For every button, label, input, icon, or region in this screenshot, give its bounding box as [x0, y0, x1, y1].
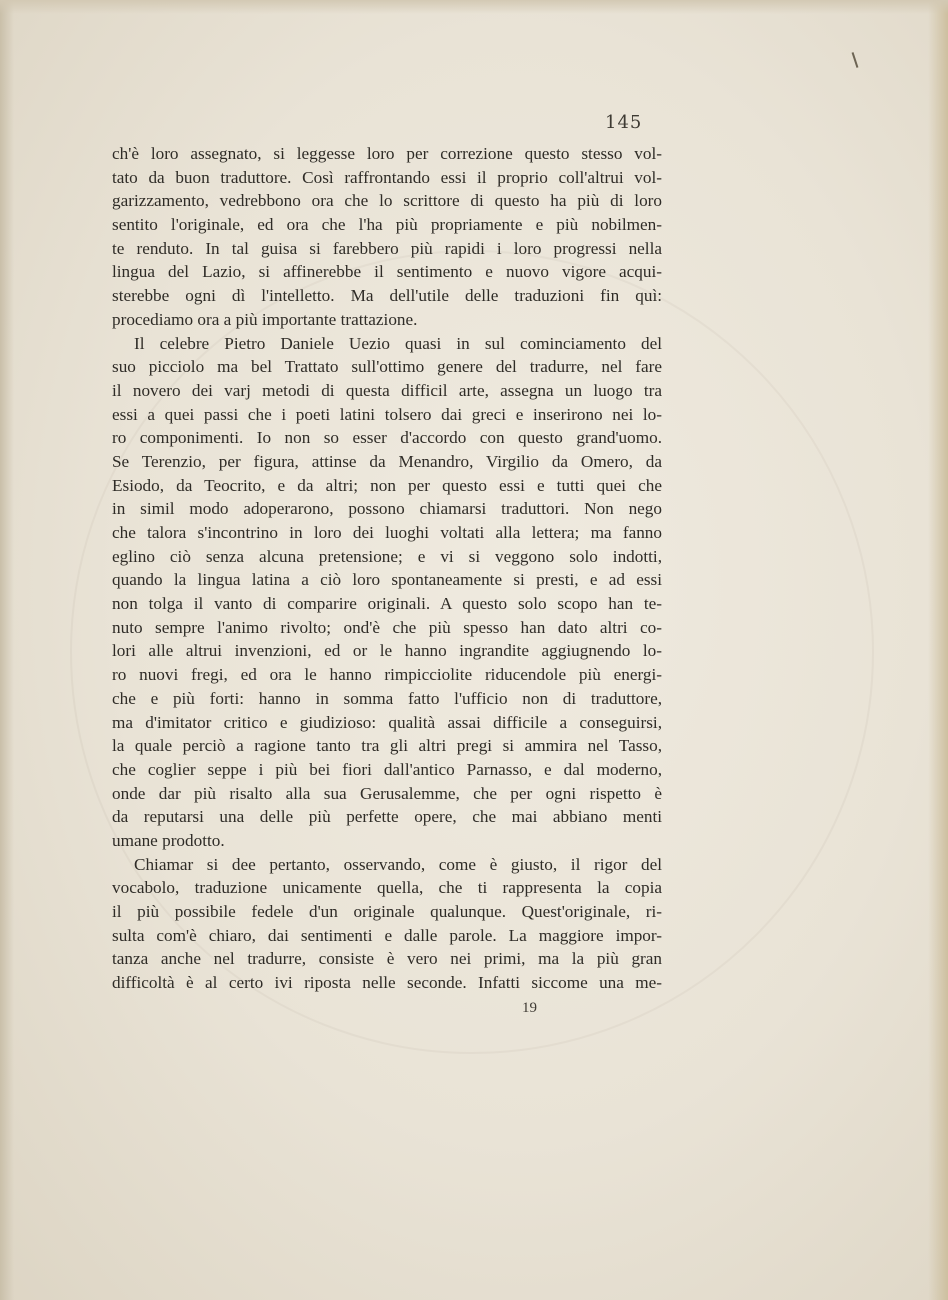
text-line: in simil modo adoperarono, possono chiamarsi traduttori. Non nego	[112, 499, 662, 519]
text-line: non tolga il vanto di comparire originali. A questo solo scopo han te-	[112, 594, 662, 614]
text-line: ch'è loro assegnato, si leggesse loro per correzione questo stesso vol-	[112, 144, 662, 163]
page-edge-top	[0, 0, 948, 14]
text-line: vocabolo, traduzione unicamente quella, che ti rappresenta la copia	[112, 878, 662, 898]
text-line: tato da buon traduttore. Così raffrontando essi il proprio coll'altrui vol-	[112, 167, 662, 187]
paragraph	[112, 142, 662, 332]
text-line: la quale perciò a ragione tanto tra gli altri pregi si ammira nel Tasso,	[112, 736, 662, 756]
text-line: ma d'imitator critico e giudizioso: qualità assai difficile a conseguirsi,	[112, 712, 662, 732]
text-line: ro componimenti. Io non so esser d'accordo con questo grand'uomo.	[112, 428, 662, 448]
text-line: quando la lingua latina a ciò loro spontaneamente si presti, e ad essi	[112, 570, 662, 590]
paragraph	[112, 332, 662, 853]
text-line: essi a quei passi che i poeti latini tolsero dai greci e inserirono nei lo-	[112, 404, 662, 424]
text-line: sentito l'originale, ed ora che l'ha più propriamente e più nobilmen-	[112, 215, 662, 235]
text-line: che talora s'incontrino in loro dei luoghi voltati alla lettera; ma fanno	[112, 523, 662, 542]
text-line: il novero dei varj metodi di questa difficil arte, assegna un luogo tra	[112, 380, 662, 400]
text-line: sterebbe ogni dì l'intelletto. Ma dell'utile delle traduzioni fin quì:	[112, 286, 662, 306]
text-line: ro nuovi fregi, ed ora le hanno rimpicciolite riducendole più energi-	[112, 665, 662, 685]
text-line: sulta com'è chiaro, dai sentimenti e dalle parole. La maggiore impor-	[112, 925, 662, 945]
ink-mark	[852, 52, 859, 68]
text-line: da reputarsi una delle più perfette opere, che mai abbiano menti	[112, 807, 662, 827]
text-line: Se Terenzio, per figura, attinse da Menandro, Virgilio da Omero, da	[112, 451, 662, 471]
text-line: garizzamento, vedrebbono ora che lo scrittore di questo ha più di loro	[112, 191, 662, 211]
text-line: tanza anche nel tradurre, consiste è vero nei primi, ma la più gran	[112, 949, 662, 969]
text-line: eglino ciò senza alcuna pretensione; e vi si veggono solo indotti,	[112, 546, 662, 566]
page-edge-right	[928, 0, 948, 1300]
text-line: il più possibile fedele d'un originale qualunque. Quest'originale, ri-	[112, 902, 662, 921]
body-text	[112, 142, 662, 995]
text-line: nuto sempre l'animo rivolto; ond'è che più spesso han dato altri co-	[112, 617, 662, 637]
text-line: che coglier seppe i più bei fiori dall'antico Parnasso, e dal moderno,	[112, 759, 662, 779]
text-line: difficoltà è al certo ivi riposta nelle seconde. Infatti siccome una me-	[112, 973, 662, 993]
text-line: Il celebre Pietro Daniele Uezio quasi in sul cominciamento del	[134, 333, 662, 353]
text-line: suo picciolo ma bel Trattato sull'ottimo genere del tradurre, nel fare	[112, 357, 662, 377]
text-line: procediamo ora a più importante trattazione.	[112, 309, 418, 329]
text-line: Chiamar si dee pertanto, osservando, come è giusto, il rigor del	[134, 854, 662, 874]
paragraph	[112, 853, 662, 995]
text-line: te renduto. In tal guisa si farebbero più rapidi i loro progressi nella	[112, 238, 662, 258]
page-number: 145	[605, 112, 643, 133]
text-line: Esiodo, da Teocrito, e da altri; non per questo essi e tutti quei che	[112, 475, 662, 495]
text-line: che e più forti: hanno in somma fatto l'ufficio non di traduttore,	[112, 688, 662, 708]
page-edge-left	[0, 0, 14, 1300]
text-line: onde dar più risalto alla sua Gerusalemme, che per ogni rispetto è	[112, 783, 662, 803]
text-line: lori alle altrui invenzioni, ed or le hanno ingrandite aggiugnendo lo-	[112, 641, 662, 661]
signature-mark: 19	[522, 1000, 537, 1016]
text-line: umane prodotto.	[112, 830, 225, 850]
text-line: lingua del Lazio, si affinerebbe il sentimento e nuovo vigore acqui-	[112, 262, 662, 282]
